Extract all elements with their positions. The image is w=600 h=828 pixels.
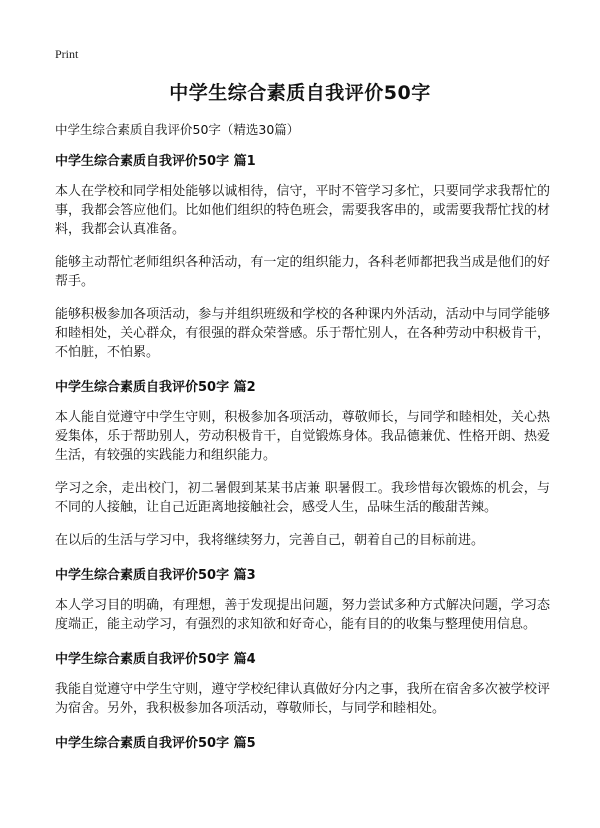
paragraph: 本人能自觉遵守中学生守则，积极参加各项活动，尊敬师长，与同学和睦相处，关心热爱集体，乐于帮助别人，劳动积极肯干，自觉锻炼身体。我品德兼优、性格开朗、热爱生活，有较强的实践能力和组织能力。 bbox=[55, 410, 550, 463]
section-heading: 中学生综合素质自我评价50字 篇1 bbox=[55, 154, 256, 169]
paragraph: 能够积极参加各项活动，参与并组织班级和学校的各种课内外活动，活动中与同学能够和睦相处，关心群众，有很强的群众荣誉感。乐于帮忙别人，在各种劳动中积极肯干，不怕脏，不怕累。 bbox=[55, 307, 550, 360]
section-1 bbox=[55, 150, 550, 362]
paragraph: 在以后的生活与学习中，我将继续努力，完善自己，朝着自己的目标前进。 bbox=[55, 533, 485, 548]
paragraph: 我能自觉遵守中学生守则，遵守学校纪律认真做好分内之事，我所在宿舍多次被学校评为宿舍。另外，我积极参加各项活动，尊敬师长，与同学和睦相处。 bbox=[55, 682, 550, 716]
section-4 bbox=[55, 648, 550, 718]
paragraph: 本人学习目的明确，有理想，善于发现提出问题，努力尝试多种方式解决问题，学习态度端正，能主动学习，有强烈的求知欲和好奇心，能有目的的收集与整理使用信息。 bbox=[55, 598, 550, 632]
page-title: 中学生综合素质自我评价50字 bbox=[169, 82, 431, 104]
section-5 bbox=[55, 732, 550, 750]
print-link[interactable]: Print bbox=[55, 47, 79, 61]
page-subtitle: 中学生综合素质自我评价50字（精选30篇） bbox=[55, 122, 300, 137]
section-heading: 中学生综合素质自我评价50字 篇4 bbox=[55, 652, 256, 667]
section-heading: 中学生综合素质自我评价50字 篇3 bbox=[55, 568, 256, 583]
article-body bbox=[55, 150, 550, 764]
section-heading: 中学生综合素质自我评价50字 篇5 bbox=[55, 736, 256, 751]
paragraph: 学习之余，走出校门，初二暑假到某某书店兼 职暑假工。我珍惜每次锻炼的机会，与不同的人接触，让自己近距离地接触社会，感受人生，品味生活的酸甜苦辣。 bbox=[55, 481, 550, 515]
paragraph: 能够主动帮忙老师组织各种活动，有一定的组织能力，各科老师都把我当成是他们的好帮手。 bbox=[55, 255, 550, 289]
section-3 bbox=[55, 564, 550, 634]
paragraph: 本人在学校和同学相处能够以诚相待，信守，平时不管学习多忙，只要同学求我帮忙的事，我都会答应他们。比如他们组织的特色班会，需要我客串的，或需要我帮忙找的材料，我都会认真准备。 bbox=[55, 184, 550, 237]
section-heading: 中学生综合素质自我评价50字 篇2 bbox=[55, 380, 256, 395]
section-2 bbox=[55, 376, 550, 550]
